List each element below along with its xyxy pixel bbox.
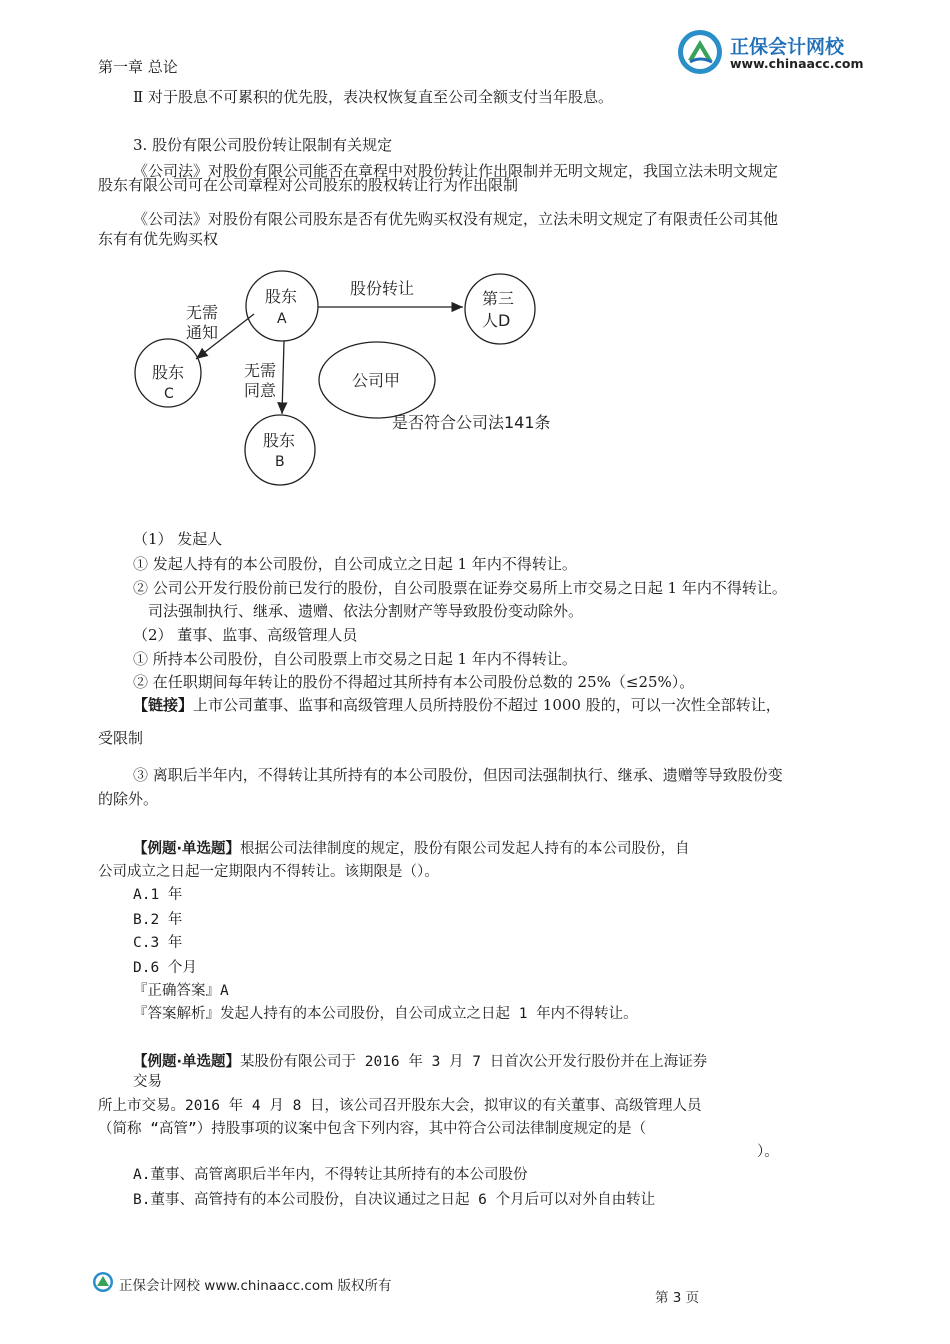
cut-link-bottom: 受限制 [98,729,144,747]
node-third-party-d [465,274,535,344]
logo-icon [676,28,724,76]
question-label: 【例题·单选题】 [133,1054,241,1070]
item3-tail: 的除外。 [98,790,159,808]
node-c-line2: C [164,386,174,402]
option-b: B.2 年 [133,912,183,928]
question-label: 【例题·单选题】 [133,841,241,857]
footer-text: 正保会计网校 www.chinaacc.com 版权所有 [119,1278,392,1294]
arrow-to-b [282,341,284,414]
label-no-consent-1: 无需 [244,361,277,380]
question-2-stem-end: ）。 [757,1144,779,1160]
cut-paragraph: 东有有优先购买权 [98,230,219,248]
option-d: D.6 个月 [133,960,197,976]
link-note [133,694,781,716]
question-1-stem-cont: 公司成立之日起一定期限内不得转让。该期限是（）。 [98,864,439,880]
node-c-line1: 股东 [152,363,185,382]
header-logo [676,28,866,76]
option-b: B.董事、高管持有的本公司股份，自决议通过之日起 6 个月后可以对外自由转让 [133,1192,656,1208]
cut-paragraph: 股东有限公司可在公司章程对公司股东的股权转让行为作出限制 [98,176,519,194]
cut-item3-top: ③ 离职后半年内，不得转让其所持有的本公司股份，但因司法强制执行、继承、遗赠等导致股份变 [133,766,783,784]
logo-url: www.chinaacc.com [730,56,864,71]
footer [92,1270,492,1296]
node-a-line2: A [277,311,287,327]
option-a: A.董事、高管离职后半年内，不得转让其所持有的本公司股份 [133,1167,528,1183]
cut-heading: 3. 股份有限公司股份转让限制有关规定 [133,136,393,154]
cut-paragraph: 《公司法》对股份有限公司股东是否有优先购买权没有规定，立法未明文规定了有限责任公司其他 [133,210,779,228]
node-d-line2: 人D [482,311,511,330]
rule-item: ① 所持本公司股份，自公司股票上市交易之日起 1 年内不得转让。 [133,650,577,668]
question-2-stem-wrap: 交易 [133,1074,162,1090]
rule-item: ① 发起人持有的本公司股份，自公司成立之日起 1 年内不得转让。 [133,555,577,573]
cut-paragraph: 《公司法》对股份有限公司能否在章程中对股份转让作出限制并无明文规定，我国立法未明文规定 [133,162,779,180]
link-text: 上市公司董事、监事和高级管理人员所持股份不超过 1000 股的，可以一次性全部转让， [193,696,781,714]
node-b-line1: 股东 [263,431,296,450]
label-no-consent-2: 同意 [244,381,277,400]
node-d-line1: 第三 [482,289,515,308]
question-2-stem-cont: （简称 “高管”）持股事项的议案中包含下列内容，其中符合公司法律制度规定的是（ [98,1121,647,1137]
question-2-stem-cont: 所上市交易。2016 年 4 月 8 日，该公司召开股东大会，拟审议的有关董事、高级管理人员 [98,1098,702,1114]
company-label: 公司甲 [352,371,401,390]
label-transfer: 股份转让 [350,279,415,298]
link-label: 【链接】 [133,696,194,714]
section-founders-title: （1） 发起人 [133,530,223,548]
page-number: 第 3 页 [655,1290,700,1306]
label-no-notice-1: 无需 [186,303,219,322]
share-transfer-diagram [120,250,620,500]
rule-item: ② 公司公开发行股份前已发行的股份，自公司股票在证券交易所上市交易之日起 1 年内不得转让。 [133,579,787,597]
option-c: C.3 年 [133,935,183,951]
node-a-line1: 股东 [265,287,298,306]
label-no-notice-2: 通知 [186,323,219,342]
footer-logo-icon [92,1271,114,1293]
diagram-question: 是否符合公司法141条 [392,413,551,432]
node-shareholder-b [245,415,315,485]
section-directors-title: （2） 董事、监事、高级管理人员 [133,626,358,644]
logo-title: 正保会计网校 [730,36,845,58]
option-a: A.1 年 [133,887,183,903]
rule-item-continued: 司法强制执行、继承、遗赠、依法分割财产等导致股份变动除外。 [148,602,584,620]
node-shareholder-a [246,271,318,341]
answer-analysis: 『答案解析』发起人持有的本公司股份，自公司成立之日起 1 年内不得转让。 [133,1006,638,1022]
rule-item: ② 在任职期间每年转让的股份不得超过其所持有本公司股份总数的 25%（≤25%）。 [133,673,695,691]
partial-top-line: 第一章 总论 [98,58,178,76]
question-1-stem: 【例题·单选题】根据公司法律制度的规定，股份有限公司发起人持有的本公司股份，自 [133,841,690,857]
question-2-stem: 【例题·单选题】某股份有限公司于 2016 年 3 月 7 日首次公开发行股份并在上海证券 [133,1054,708,1070]
line-ii: Ⅱ 对于股息不可累积的优先股，表决权恢复直至公司全额支付当年股息。 [133,88,613,106]
node-b-line2: B [275,454,285,470]
correct-answer: 『正确答案』A [133,983,229,999]
